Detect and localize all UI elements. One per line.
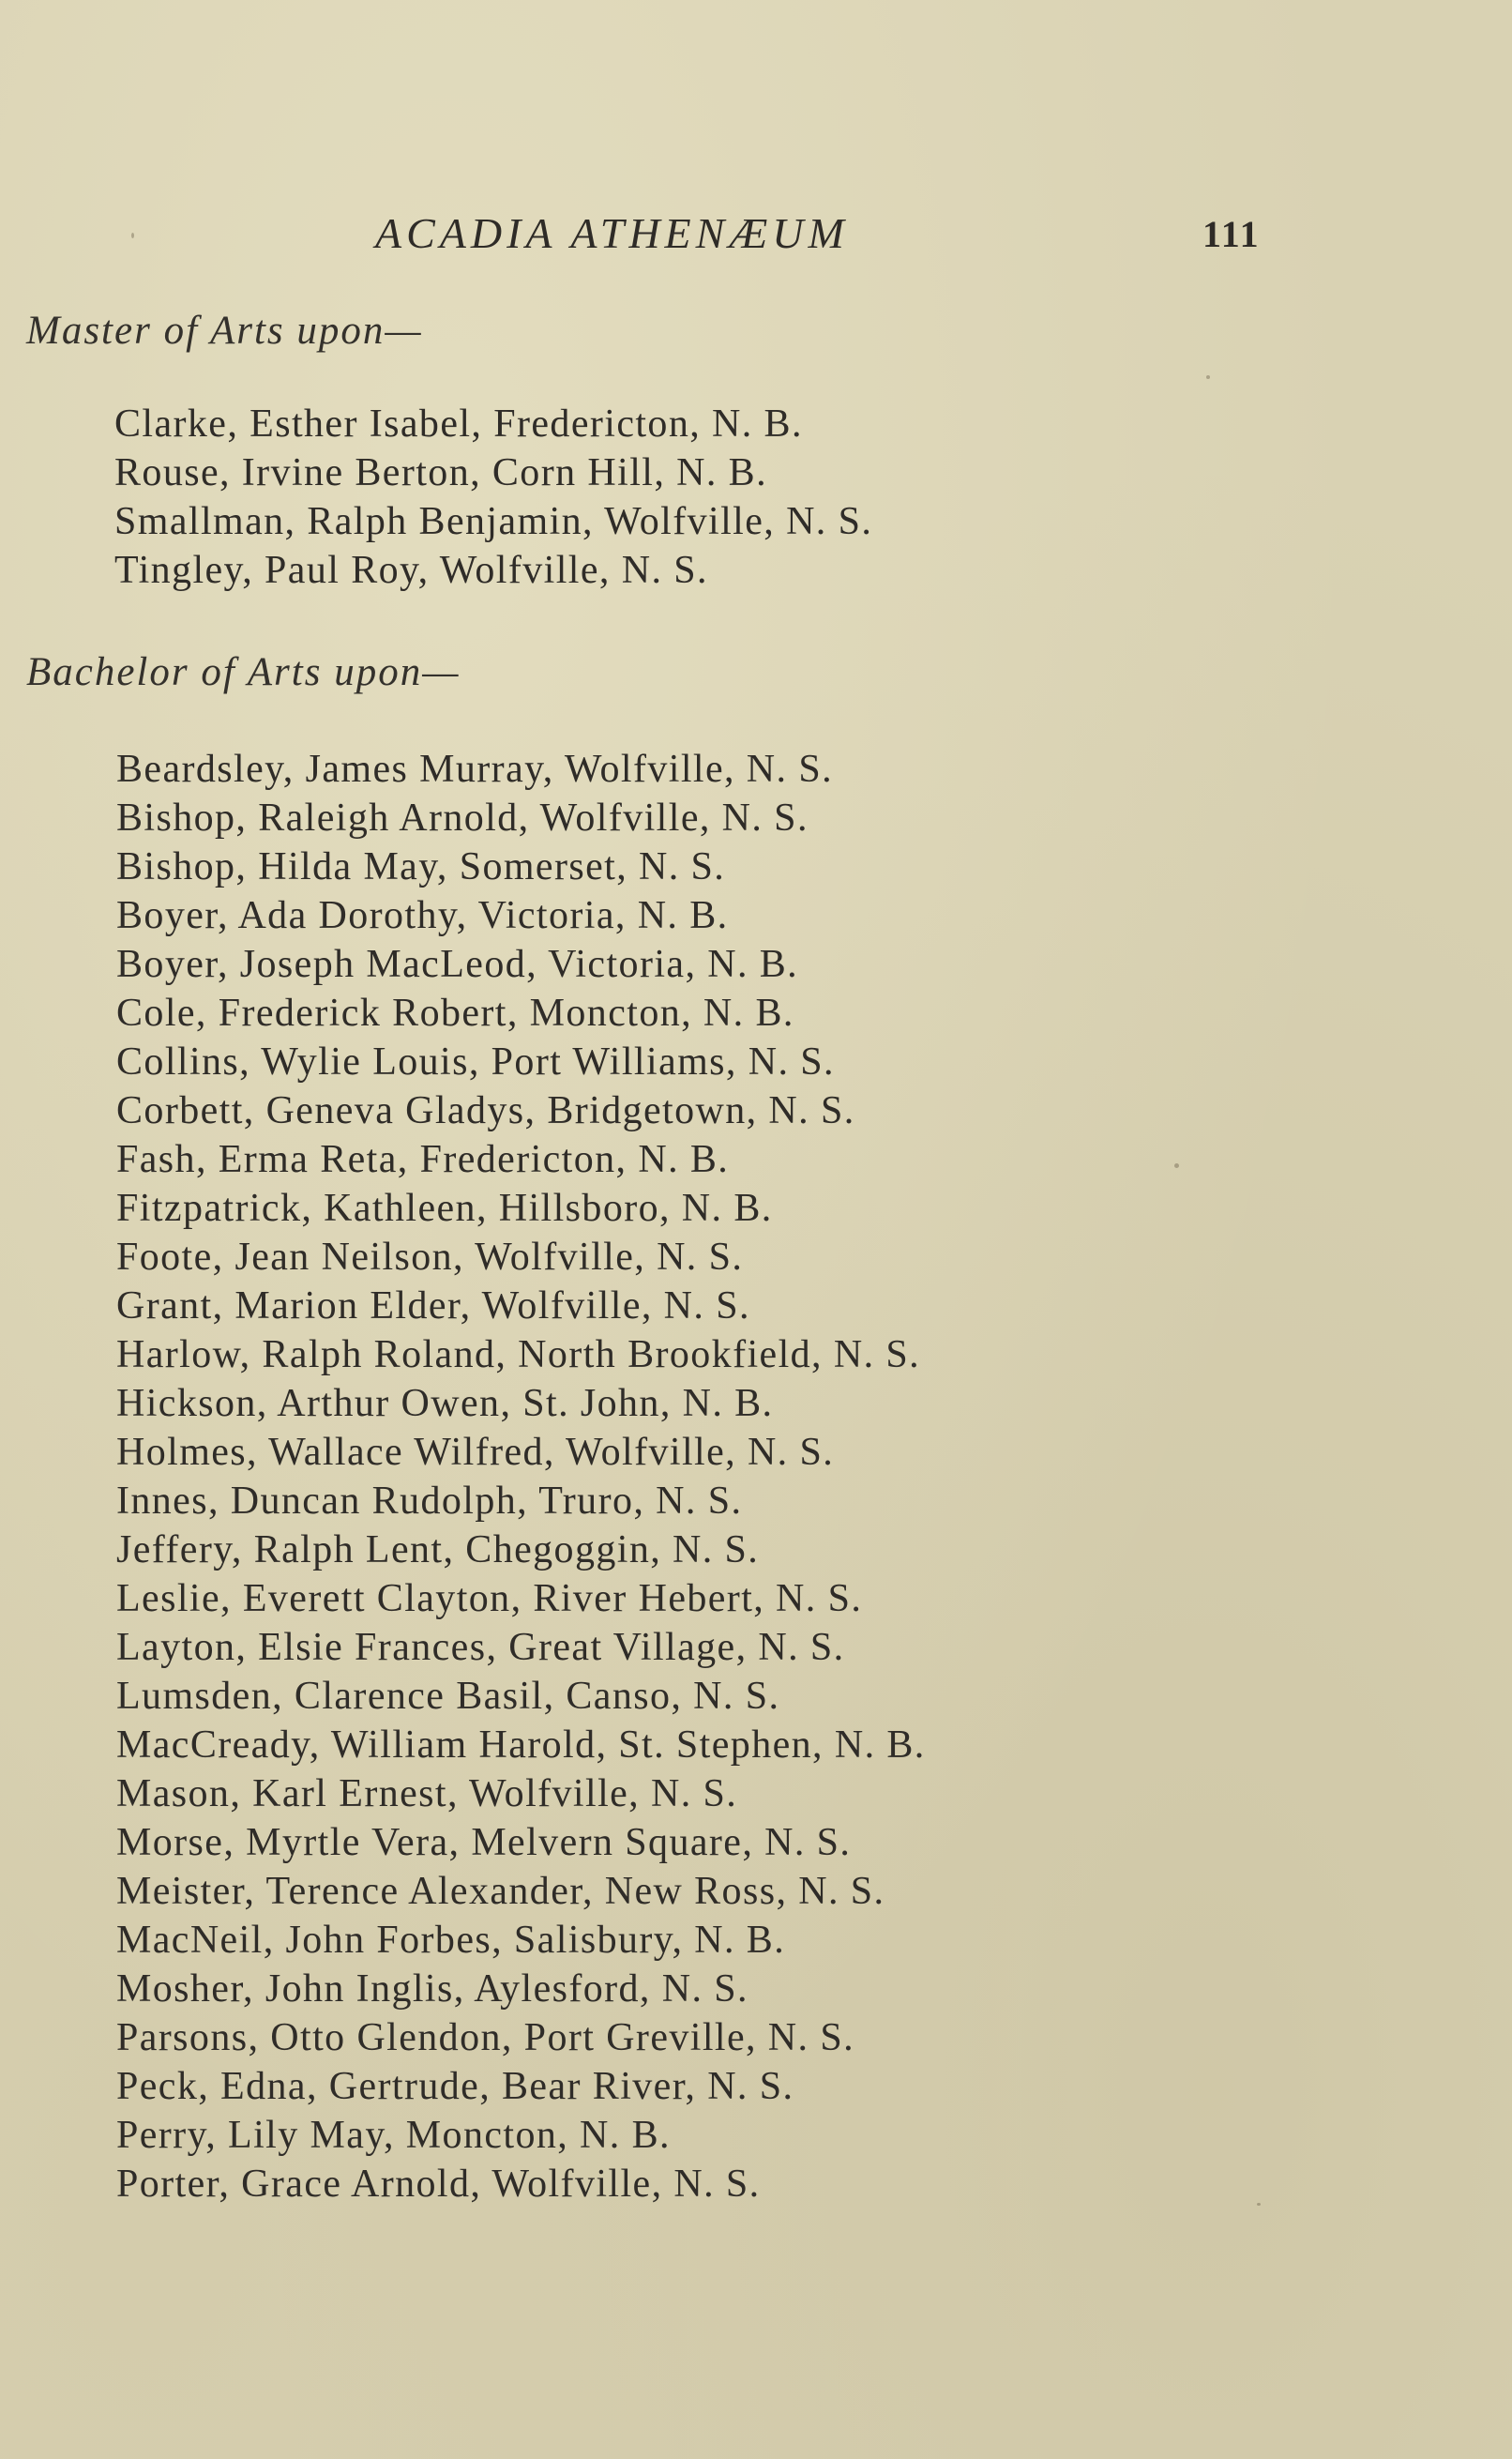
list-item: Layton, Elsie Frances, Great Village, N. S. xyxy=(116,1626,845,1669)
list-item: MacCready, William Harold, St. Stephen, N. B. xyxy=(116,1723,926,1767)
list-item: Fitzpatrick, Kathleen, Hillsboro, N. B. xyxy=(116,1187,773,1230)
list-item: Mason, Karl Ernest, Wolfville, N. S. xyxy=(116,1772,738,1815)
list-item: Holmes, Wallace Wilfred, Wolfville, N. S. xyxy=(116,1431,835,1474)
list-item: Mosher, John Inglis, Aylesford, N. S. xyxy=(116,1967,748,2011)
list-item: Bishop, Hilda May, Somerset, N. S. xyxy=(116,845,726,888)
list-item: Innes, Duncan Rudolph, Truro, N. S. xyxy=(116,1480,743,1523)
list-item: Leslie, Everett Clayton, River Hebert, N. S. xyxy=(116,1577,863,1620)
master-of-arts-list xyxy=(114,400,872,595)
section-heading-bachelor-of-arts: Bachelor of Arts upon— xyxy=(26,650,461,694)
list-item: Smallman, Ralph Benjamin, Wolfville, N. S. xyxy=(114,500,873,543)
list-item: Parsons, Otto Glendon, Port Greville, N. S. xyxy=(116,2016,854,2059)
list-item: Tingley, Paul Roy, Wolfville, N. S. xyxy=(114,549,708,592)
section-heading-master-of-arts: Master of Arts upon— xyxy=(26,309,423,353)
list-item: Corbett, Geneva Gladys, Bridgetown, N. S. xyxy=(116,1089,855,1132)
list-item: Harlow, Ralph Roland, North Brookfield, N. S. xyxy=(116,1333,921,1376)
list-item: Bishop, Raleigh Arnold, Wolfville, N. S. xyxy=(116,797,809,840)
list-item: Collins, Wylie Louis, Port Williams, N. S. xyxy=(116,1040,835,1084)
list-item: Clarke, Esther Isabel, Fredericton, N. B. xyxy=(114,402,803,446)
paper-speck xyxy=(131,233,134,238)
list-item: Grant, Marion Elder, Wolfville, N. S. xyxy=(116,1284,750,1328)
list-item: Morse, Myrtle Vera, Melvern Square, N. S. xyxy=(116,1821,852,1864)
running-head xyxy=(0,208,1512,265)
list-item: Fash, Erma Reta, Fredericton, N. B. xyxy=(116,1138,730,1181)
list-item: Peck, Edna, Gertrude, Bear River, N. S. xyxy=(116,2065,794,2108)
list-item: Cole, Frederick Robert, Moncton, N. B. xyxy=(116,992,794,1035)
list-item: MacNeil, John Forbes, Salisbury, N. B. xyxy=(116,1919,786,1962)
list-item: Rouse, Irvine Berton, Corn Hill, N. B. xyxy=(114,451,767,494)
list-item: Jeffery, Ralph Lent, Chegoggin, N. S. xyxy=(116,1528,760,1571)
running-title: ACADIA ATHENÆUM xyxy=(375,209,849,257)
paper-speck xyxy=(1206,375,1210,379)
list-item: Lumsden, Clarence Basil, Canso, N. S. xyxy=(116,1675,780,1718)
paper-speck xyxy=(1174,1163,1179,1168)
list-item: Boyer, Joseph MacLeod, Victoria, N. B. xyxy=(116,943,799,986)
paper-speck xyxy=(1257,2203,1261,2206)
list-item: Beardsley, James Murray, Wolfville, N. S. xyxy=(116,748,833,791)
list-item: Meister, Terence Alexander, New Ross, N. S. xyxy=(116,1870,885,1913)
list-item: Hickson, Arthur Owen, St. John, N. B. xyxy=(116,1382,774,1425)
list-item: Boyer, Ada Dorothy, Victoria, N. B. xyxy=(116,894,729,937)
page-number: 111 xyxy=(1202,213,1261,255)
list-item: Porter, Grace Arnold, Wolfville, N. S. xyxy=(116,2163,761,2206)
list-item: Foote, Jean Neilson, Wolfville, N. S. xyxy=(116,1236,744,1279)
list-item: Perry, Lily May, Moncton, N. B. xyxy=(116,2114,671,2157)
bachelor-of-arts-list xyxy=(116,745,926,2209)
